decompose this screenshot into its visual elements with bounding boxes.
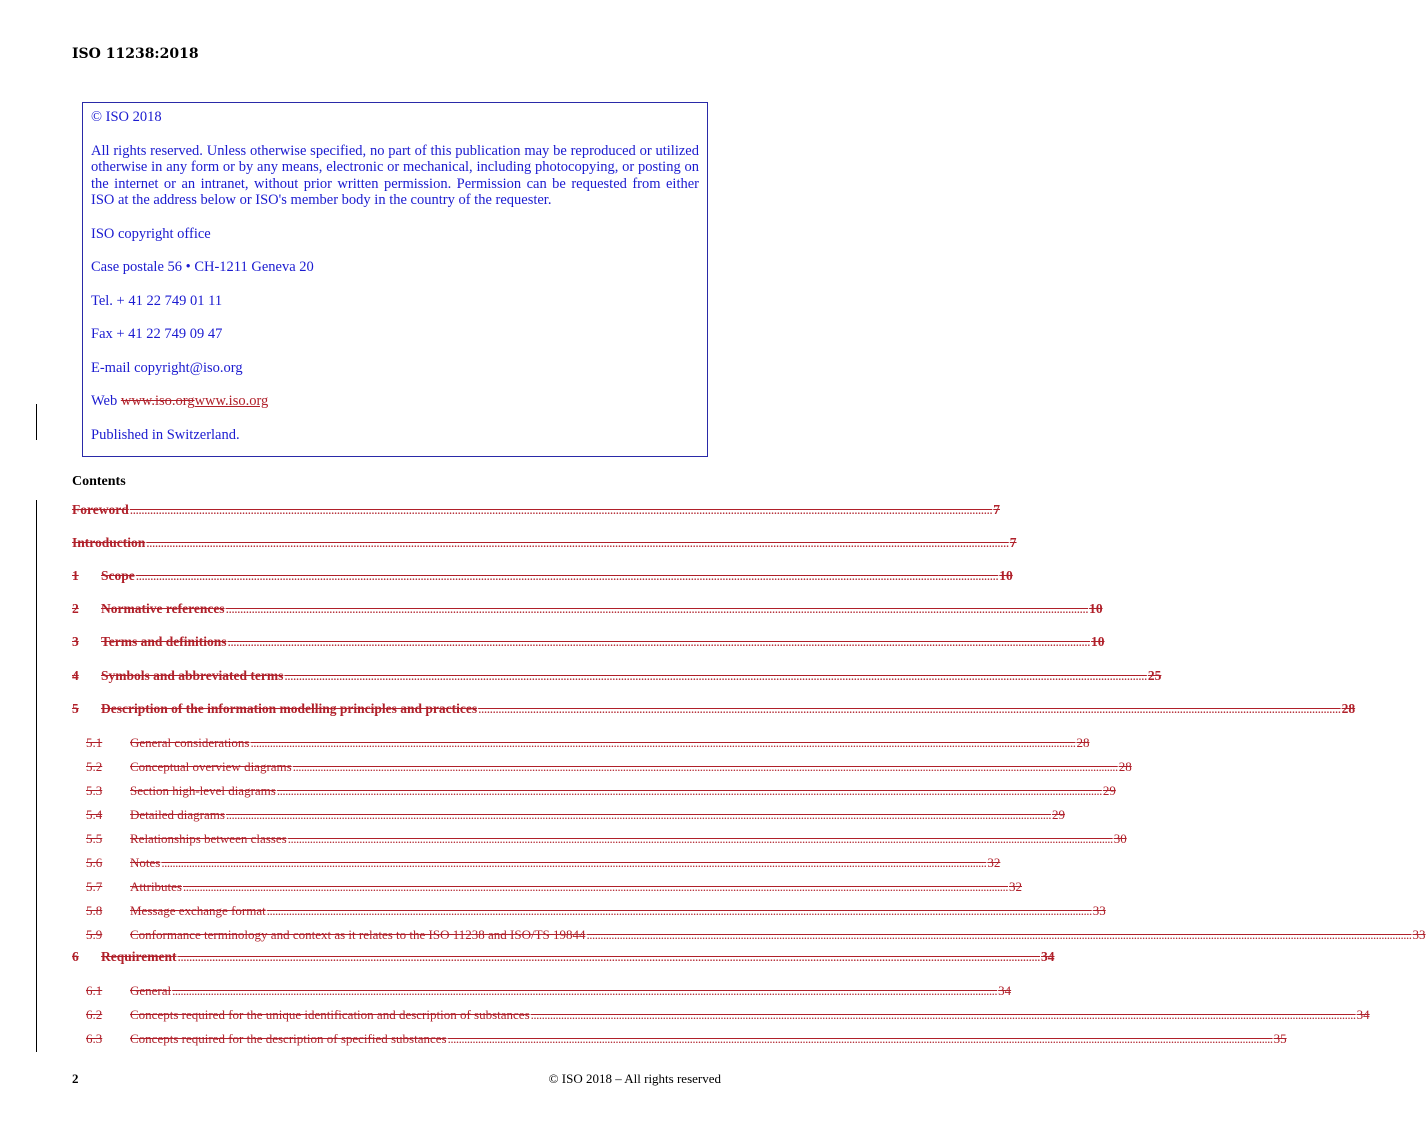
toc-leader-dots: ............................................................................................................................................................................................................................................................................................................ — [586, 927, 1412, 942]
toc-entry-page: 32 — [1009, 879, 1022, 894]
toc-entry-page: 25 — [1147, 668, 1162, 683]
toc-entry-title: Requirement — [101, 949, 177, 964]
copyright-published: Published in Switzerland. — [91, 426, 240, 443]
toc-entry-title: Section high-level diagrams — [130, 783, 276, 798]
toc-leader-dots: ............................................................................................................................................................................................................................................................................................................ — [161, 855, 987, 870]
copyright-box — [82, 102, 708, 457]
toc-leader-dots: ............................................................................................................................................................................................................................................................................................................ — [266, 903, 1092, 918]
toc-entry-page: 30 — [1113, 831, 1127, 846]
toc-entry-title: Attributes — [130, 879, 182, 894]
toc-leader-dots: ............................................................................................................................................................................................................................................................................................................ — [447, 1031, 1273, 1046]
toc-entry[interactable] — [72, 634, 1105, 650]
toc-entry-title: Notes — [130, 855, 161, 870]
footer-copyright: © ISO 2018 – All rights reserved — [548, 1071, 721, 1086]
toc-entry-number: 6.3 — [86, 1031, 103, 1046]
copyright-title: © ISO 2018 — [91, 109, 162, 125]
toc-leader-dots: ............................................................................................................................................................................................................................................................................................................ — [225, 807, 1051, 822]
footer-page-number: 2 — [72, 1071, 79, 1086]
toc-leader-dots: ............................................................................................................................................................................................................................................................................................................ — [135, 568, 999, 583]
toc-entry-page: 28 — [1341, 701, 1356, 716]
toc-entry-number: 5.8 — [86, 903, 103, 918]
toc-entry[interactable] — [86, 735, 1090, 751]
copyright-notice: All rights reserved. Unless otherwise specified, no part of this publication may be reproduced or utilized otherwise in any form or by any means, electronic or mechanical, including photocopying, or posting on the internet or an intranet, without prior written permission. Permission can be requested from either ISO at the address below or ISO's member body in the country of the requester. — [91, 142, 699, 208]
toc-entry[interactable] — [86, 879, 1022, 895]
copyright-address: Case postale 56 • CH-1211 Geneva 20 — [91, 259, 314, 275]
change-bar-contents — [36, 500, 37, 1052]
toc-entry-title: Foreword — [72, 502, 129, 517]
toc-entry[interactable] — [72, 502, 1000, 518]
toc-leader-dots: ............................................................................................................................................................................................................................................................................................................ — [276, 783, 1102, 798]
toc-entry-title: Conformance terminology and context as it relates to the ISO 11238 and ISO/TS 19844 — [130, 927, 586, 942]
toc-entry-title: Introduction — [72, 535, 146, 550]
toc-entry-title: Detailed diagrams — [130, 807, 225, 822]
copyright-web — [91, 393, 699, 410]
toc-entry-number: 5.7 — [86, 879, 103, 894]
toc-entry-page: 33 — [1412, 927, 1426, 942]
toc-entry[interactable] — [86, 783, 1116, 799]
toc-entry-page: 29 — [1102, 783, 1116, 798]
toc-entry[interactable] — [86, 1031, 1287, 1047]
toc-entry-title: Description of the information modelling principles and practices — [101, 701, 478, 716]
toc-entry[interactable] — [72, 701, 1356, 717]
web-link-deleted[interactable]: www.iso.org — [120, 393, 195, 409]
toc-entry-page: 33 — [1092, 903, 1106, 918]
toc-leader-dots: ............................................................................................................................................................................................................................................................................................................ — [478, 701, 1341, 716]
toc-entry-number: 6.1 — [86, 983, 103, 998]
toc-leader-dots: ............................................................................................................................................................................................................................................................................................................ — [129, 502, 993, 517]
toc-entry-number: 4 — [72, 668, 79, 683]
toc-entry-number: 5.6 — [86, 855, 103, 870]
toc-entry-title: General considerations — [130, 735, 250, 750]
toc-entry-page: 10 — [999, 568, 1013, 583]
copyright-tel: Tel. + 41 22 749 01 11 — [91, 292, 223, 309]
toc-entry-page: 29 — [1051, 807, 1065, 822]
toc-entry[interactable] — [72, 568, 1013, 584]
contents-heading: Contents — [72, 474, 126, 489]
toc-entry-title: Terms and definitions — [101, 634, 227, 649]
toc-entry-title: Symbols and abbreviated terms — [101, 668, 284, 683]
toc-leader-dots: ............................................................................................................................................................................................................................................................................................................ — [227, 634, 1091, 649]
toc-entry-page: 10 — [1089, 601, 1103, 616]
web-link-inserted[interactable]: www.iso.org — [194, 393, 269, 409]
toc-entry-page: 34 — [1041, 949, 1055, 964]
toc-leader-dots: ............................................................................................................................................................................................................................................................................................................ — [177, 949, 1040, 964]
toc-entry-number: 6.2 — [86, 1007, 103, 1022]
toc-entry[interactable] — [86, 1007, 1370, 1023]
toc-entry-number: 5.5 — [86, 831, 103, 846]
toc-entry-number: 3 — [72, 634, 79, 649]
toc-entry-number: 5.9 — [86, 927, 103, 942]
toc-entry-title: General — [130, 983, 172, 998]
toc-entry-number: 2 — [72, 601, 79, 616]
toc-entry-title: Conceptual overview diagrams — [130, 759, 292, 774]
toc-entry[interactable] — [72, 949, 1055, 965]
toc-entry-title: Message exchange format — [130, 903, 266, 918]
toc-entry-number: 5.1 — [86, 735, 103, 750]
toc-entry[interactable] — [86, 831, 1127, 847]
document-id: ISO 11238:2018 — [72, 46, 199, 62]
toc-leader-dots: ............................................................................................................................................................................................................................................................................................................ — [250, 735, 1076, 750]
copyright-fax: Fax + 41 22 749 09 47 — [91, 326, 223, 342]
toc-entry-page: 32 — [987, 855, 1001, 870]
toc-entry-page: 35 — [1273, 1031, 1287, 1046]
copyright-email: E-mail copyright@iso.org — [91, 359, 243, 376]
change-bar-web — [36, 404, 37, 440]
toc-entry-title: Relationships between classes — [130, 831, 287, 846]
toc-entry-number: 5.4 — [86, 807, 103, 822]
toc-leader-dots: ............................................................................................................................................................................................................................................................................................................ — [225, 601, 1089, 616]
toc-entry-number: 1 — [72, 568, 79, 583]
web-label: Web — [91, 393, 121, 409]
copyright-office: ISO copyright office — [91, 225, 211, 242]
toc-entry[interactable] — [86, 807, 1065, 823]
toc-leader-dots: ............................................................................................................................................................................................................................................................................................................ — [183, 879, 1008, 894]
toc-entry-title: Concepts required for the description of specified substances — [130, 1031, 447, 1046]
toc-entry[interactable] — [86, 927, 1426, 943]
toc-entry-page: 34 — [998, 983, 1012, 998]
toc-entry-page: 28 — [1118, 759, 1132, 774]
toc-entry[interactable] — [72, 601, 1103, 617]
toc-entry-number: 5 — [72, 701, 79, 716]
toc-entry-page: 10 — [1091, 634, 1105, 649]
toc-leader-dots: ............................................................................................................................................................................................................................................................................................................ — [287, 831, 1113, 846]
toc-entry[interactable] — [86, 855, 1001, 871]
toc-entry[interactable] — [86, 759, 1132, 775]
toc-entry-title: Normative references — [101, 601, 225, 616]
toc-entry-title: Concepts required for the unique identification and description of substances — [130, 1007, 530, 1022]
toc-leader-dots: ............................................................................................................................................................................................................................................................................................................ — [292, 759, 1118, 774]
toc-entry-number: 5.3 — [86, 783, 103, 798]
toc-entry[interactable] — [86, 983, 1012, 999]
toc-entry[interactable] — [72, 668, 1162, 684]
toc-leader-dots: ............................................................................................................................................................................................................................................................................................................ — [172, 983, 998, 998]
toc-entry-page: 34 — [1356, 1007, 1370, 1022]
toc-leader-dots: ............................................................................................................................................................................................................................................................................................................ — [530, 1007, 1356, 1022]
toc-entry-number: 6 — [72, 949, 79, 964]
toc-entry[interactable] — [72, 535, 1017, 551]
toc-entry-page: 28 — [1076, 735, 1090, 750]
toc-entry-page: 7 — [993, 502, 1000, 517]
toc-entry-number: 5.2 — [86, 759, 103, 774]
toc-entry[interactable] — [86, 903, 1106, 919]
toc-leader-dots: ............................................................................................................................................................................................................................................................................................................ — [146, 535, 1009, 550]
toc-leader-dots: ............................................................................................................................................................................................................................................................................................................ — [284, 668, 1147, 683]
toc-entry-title: Scope — [101, 568, 135, 583]
toc-entry-page: 7 — [1009, 535, 1017, 550]
